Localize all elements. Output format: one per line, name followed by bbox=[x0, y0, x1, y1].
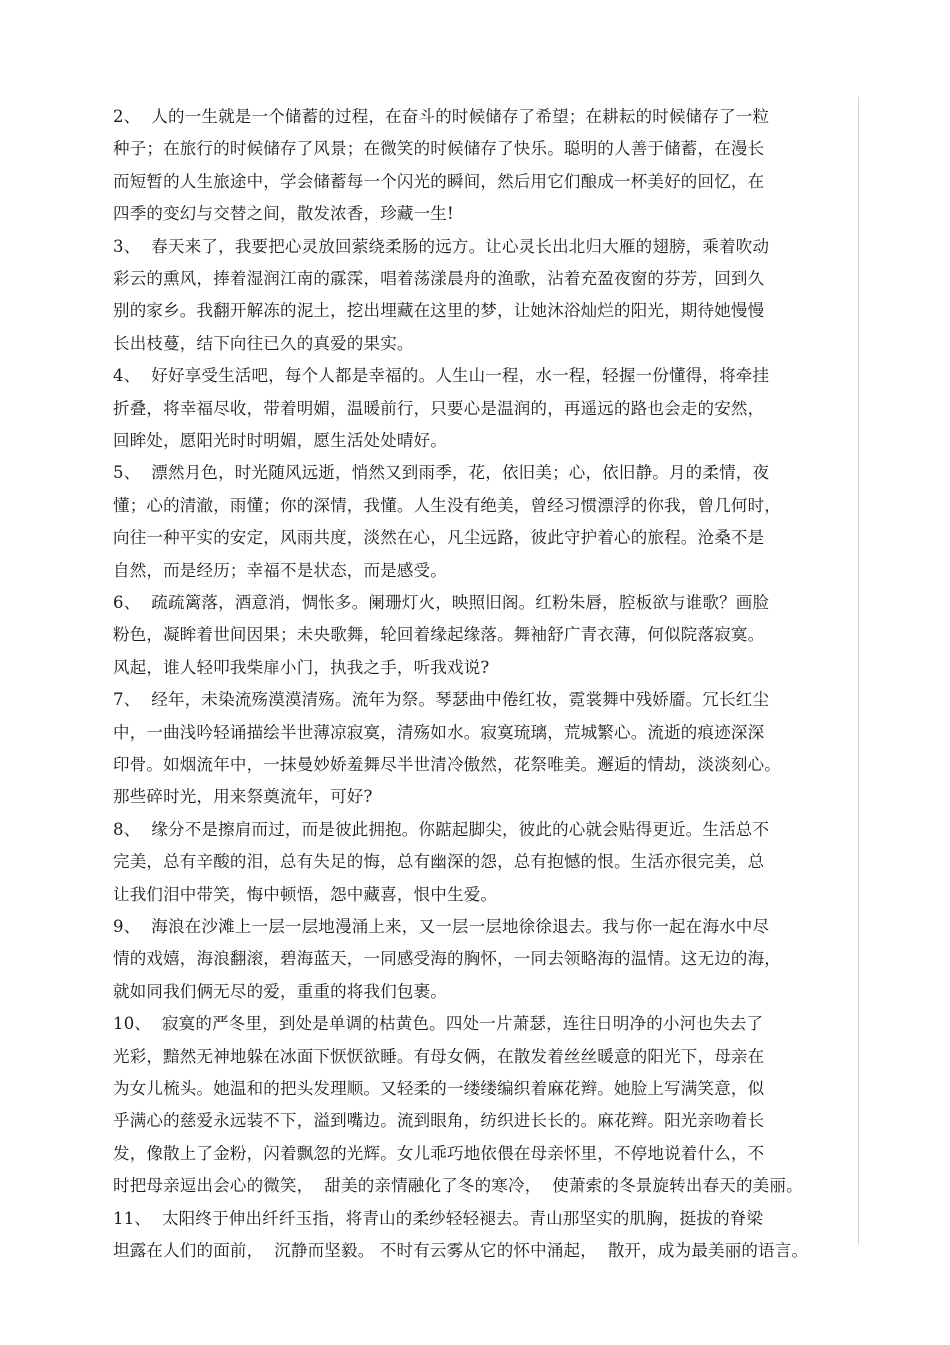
text-line: 中，一曲浅吟轻诵描绘半世薄凉寂寞，清殇如水。寂寞琉璃，荒城繁心。流逝的痕迹深深 bbox=[113, 722, 765, 742]
text-line: 11、 太阳终于伸出纤纤玉指，将青山的柔纱轻轻褪去。青山那坚实的肌胸，挺拔的脊梁 bbox=[113, 1208, 764, 1228]
text-line: 自然，而是经历；幸福不是状态，而是感受。 bbox=[113, 560, 447, 580]
text-line: 发，像散上了金粉，闪着飘忽的光辉。女儿乖巧地依偎在母亲怀里，不停地说着什么，不 bbox=[113, 1143, 765, 1163]
text-line: 4、 好好享受生活吧，每个人都是幸福的。人生山一程，水一程，轻握一份懂得，将牵挂 bbox=[113, 366, 770, 386]
text-line: 彩云的熏风，捧着湿润江南的霡霂，唱着荡漾晨舟的渔歌，沾着充盈夜窗的芬芳，回到久 bbox=[113, 269, 765, 288]
text-line: 为女儿梳头。她温和的把头发理顺。又轻柔的一缕缕编织着麻花辫。她脸上写满笑意，似 bbox=[113, 1079, 765, 1098]
text-line: 让我们泪中带笑，悔中顿悟，怨中藏喜，恨中生爱。 bbox=[113, 884, 498, 904]
text-line: 光彩，黯然无神地躲在冰面下恹恹欲睡。有母女俩，在散发着丝丝暖意的阳光下，母亲在 bbox=[113, 1046, 765, 1066]
text-line: 6、 疏疏篱落，酒意消，惆怅多。阑珊灯火，映照旧阁。红粉朱唇，腔板欲与谁歌？画脸 bbox=[113, 593, 770, 612]
text-line: 完美，总有辛酸的泪，总有失足的悔，总有幽深的怨，总有抱憾的恨。生活亦很完美，总 bbox=[113, 852, 765, 872]
text-line: 乎满心的慈爱永远装不下，溢到嘴边。流到眼角，纺织进长长的。麻花辫。阳光亲吻着长 bbox=[113, 1111, 765, 1131]
text-line: 印骨。如烟流年中，一抹曼妙娇羞舞尽半世清冷傲然，花祭唯美。邂逅的情劫，淡淡刻心。 bbox=[113, 755, 781, 774]
text-line: 四季的变幻与交替之间，散发浓香，珍藏一生! bbox=[113, 204, 454, 224]
text-line: 情的戏嬉，海浪翻滚，碧海蓝天，一同感受海的胸怀，一同去领略海的温情。这无边的海， bbox=[113, 949, 781, 969]
text-line: 8、 缘分不是擦肩而过，而是彼此拥抱。你踮起脚尖，彼此的心就会贴得更近。生活总不 bbox=[113, 819, 770, 839]
text-line: 5、 漂然月色，时光随风远逝，悄然又到雨季，花，依旧美；心，依旧静。月的柔情，夜 bbox=[113, 463, 770, 483]
text-line: 7、 经年，未染流殇漠漠清殇。流年为祭。琴瑟曲中倦红妆，霓裳舞中残娇靥。冗长红尘 bbox=[113, 690, 770, 710]
text-line: 3、 春天来了，我要把心灵放回萦绕柔肠的远方。让心灵长出北归大雁的翅膀，乘着吹动 bbox=[113, 236, 770, 256]
text-line: 折叠，将幸福尽收，带着明媚，温暖前行，只要心是温润的，再遥远的路也会走的安然， bbox=[113, 398, 765, 418]
text-line: 回眸处，愿阳光时时明媚，愿生活处处晴好。 bbox=[113, 431, 447, 450]
text-line: 2、 人的一生就是一个储蓄的过程，在奋斗的时候储存了希望；在耕耘的时候储存了一粒 bbox=[113, 107, 770, 126]
text-line: 9、 海浪在沙滩上一层一层地漫涌上来，又一层一层地徐徐退去。我与你一起在海水中尽 bbox=[113, 917, 770, 936]
text-line: 向往一种平实的安定，风雨共度，淡然在心，凡尘远路，彼此守护着心的旅程。沧桑不是 bbox=[113, 528, 765, 548]
text-line: 10、 寂寞的严冬里，到处是单调的枯黄色。四处一片萧瑟，连往日明净的小河也失去了 bbox=[113, 1014, 764, 1034]
text-line: 而短暂的人生旅途中，学会储蓄每一个闪光的瞬间，然后用它们酿成一杯美好的回忆，在 bbox=[113, 171, 765, 191]
text-line: 别的家乡。我翻开解冻的泥土，挖出埋藏在这里的梦，让她沐浴灿烂的阳光，期待她慢慢 bbox=[113, 301, 765, 321]
text-line: 坦露在人们的面前， 沉静而坚毅。 不时有云雾从它的怀中涌起， 散开，成为最美丽的语言。 bbox=[113, 1241, 809, 1260]
text-line: 长出枝蔓，结下向往已久的真爱的果实。 bbox=[113, 333, 414, 353]
text-line: 风起，谁人轻叩我柴扉小门，执我之手，听我戏说? bbox=[113, 657, 490, 677]
text-line: 那些碎时光，用来祭奠流年，可好? bbox=[113, 787, 373, 807]
text-line: 粉色，凝眸着世间因果；未央歌舞，轮回着缘起缘落。舞袖舒广青衣薄，何似院落寂寞。 bbox=[113, 625, 765, 645]
text-line: 就如同我们俩无尽的爱，重重的将我们包裹。 bbox=[113, 981, 447, 1001]
text-line: 种子；在旅行的时候储存了风景；在微笑的时候储存了快乐。聪明的人善于储蓄，在漫长 bbox=[113, 139, 765, 159]
page-right-rule bbox=[858, 97, 859, 1245]
text-line: 懂；心的清澈，雨懂；你的深情，我懂。人生没有绝美，曾经习惯漂浮的你我，曾几何时， bbox=[113, 495, 781, 515]
text-line: 时把母亲逗出会心的微笑， 甜美的亲情融化了冬的寒冷， 使萧索的冬景旋转出春天的美丽。 bbox=[113, 1176, 803, 1196]
